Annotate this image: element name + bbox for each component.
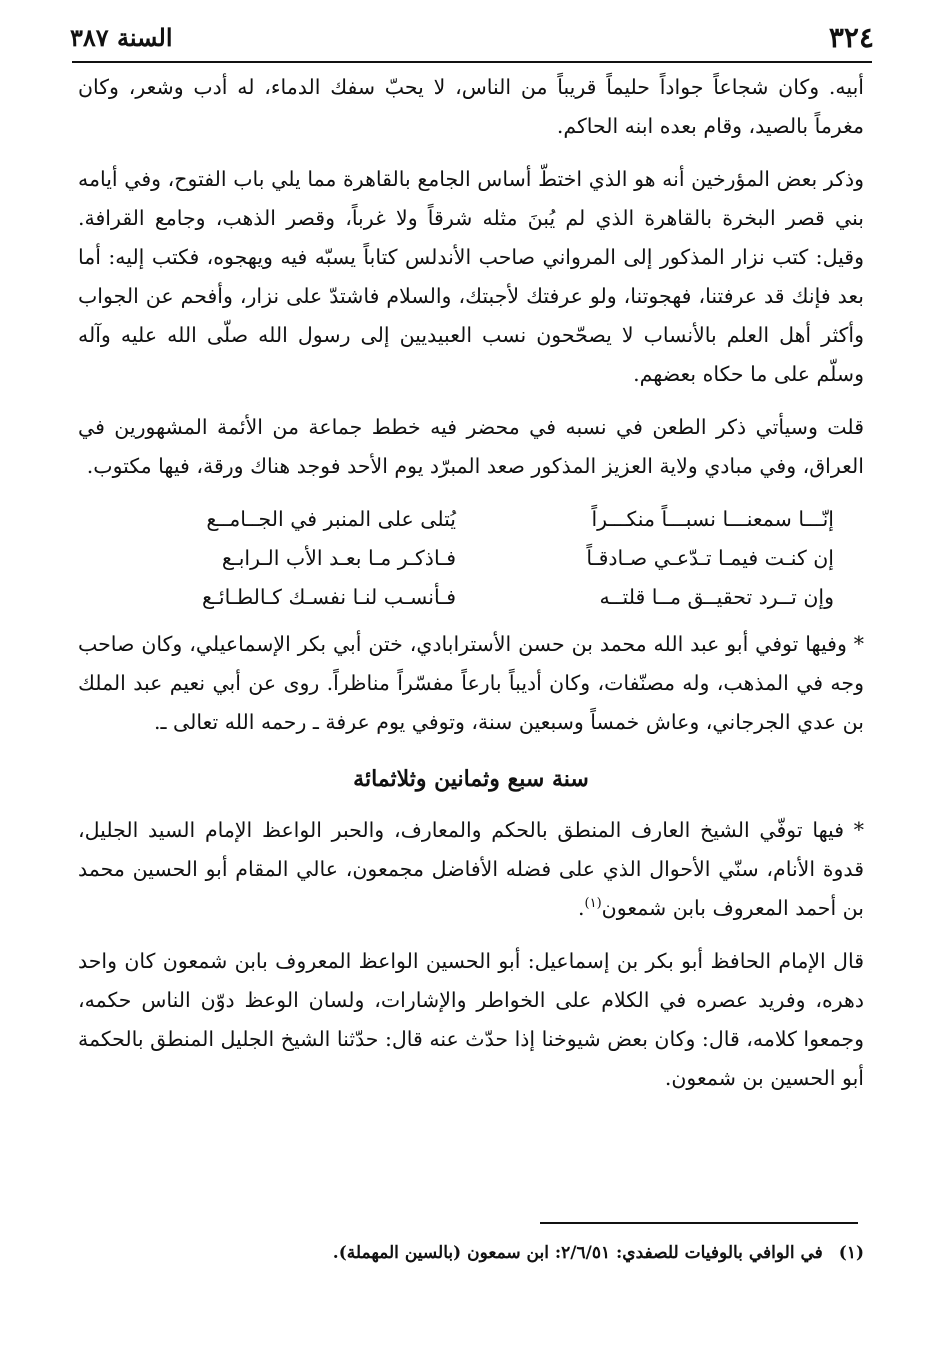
paragraph: قلت وسيأتي ذكر الطعن في نسبه في محضر فيه خطط جماعة من الأئمة المشهورين في العراق، وفي مبادي ولاية العزيز المذكور صعد المبرّد يوم الأحد فوجد هناك ورقة، فيها مكتوب. — [78, 415, 864, 478]
paragraph: قال الإمام الحافظ أبو بكر بن إسماعيل: أبو الحسين الواعظ المعروف بابن شمعون كان واحد دهره، وفريد عصره في الكلام على الخواطر والإشارات، ولسان الوعظ دوّن الناس حكمه، وجمعوا كلامه، قال: وكان بعض شيوخنا إذا حدّث عنه قال: حدّثنا الشيخ الجليل المنطق بالحكمة أبو الحسين بن شمعون. — [78, 949, 864, 1090]
main-text — [78, 68, 864, 1112]
paragraph-end: . — [578, 896, 585, 920]
footnote-rule — [540, 1222, 858, 1224]
poem-verse — [78, 539, 864, 578]
footnote — [80, 1238, 864, 1268]
verse-first-hemistich: إن كنـت فيمـا تـدّعـي صـادقـاً — [586, 546, 834, 570]
poem-verse — [78, 500, 864, 539]
running-head: السنة ٣٨٧ — [70, 23, 173, 52]
footnote-text: في الوافي بالوفيات للصفدي: ٢/٦/٥١: ابن سمعون (بالسين المهملة). — [332, 1243, 823, 1263]
paragraph: * وفيها توفي أبو عبد الله محمد بن حسن الأسترابادي، ختن أبي بكر الإسماعيلي، وكان صاحب وجه في المذهب، وله مصنّفات، وكان أديباً بارعاً مفسّراً مناظراً. روى عن أبي نعيم عبد الملك بن عدي الجرجاني، وعاش خمساً وسبعين سنة، وتوفي يوم عرفة ـ رحمه الله تعالى ـ. — [78, 632, 864, 734]
verse-first-hemistich: إنّـــا سمعنـــا نسبـــاً منكـــراً — [591, 507, 834, 531]
section-title: سنة سبع وثمانين وثلاثمائة — [353, 766, 589, 792]
page-number: ٣٢٤ — [828, 21, 874, 54]
footnote-reference[interactable]: (١) — [584, 896, 602, 912]
paragraph — [78, 811, 864, 928]
paragraph: وذكر بعض المؤرخين أنه هو الذي اختطّ أساس الجامع بالقاهرة مما يلي باب الفتوح، وفي أيامه بني قصر البخرة بالقاهرة الذي لم يُبنَ مثله شرقاً ولا غرباً، وقصر الذهب، وجامع القرافة. وقيل: كتب نزار المذكور إلى المرواني صاحب الأندلس كتاباً يسبّه فيه ويهجوه، فكتب إليه: أما بعد فإنك قد عرفتنا، فهجوتنا، ولو عرفتك لأجبتك، والسلام فاشتدّ على نزار، وأفحم عن الجواب وأكثر أهل العلم بالأنساب لا يصحّحون نسب العبيديين إلى رسول الله صلّى الله عليه وآله وسلّم على ما حكاه بعضهم. — [78, 167, 864, 386]
footnote-number: (١) — [838, 1243, 864, 1263]
verse-first-hemistich: وإن تــرد تحقيــق مــا قلتــه — [599, 585, 834, 609]
paragraph-text: * فيها توفّي الشيخ العارف المنطق بالحكم والمعارف، والحبر الواعظ الإمام السيد الجليل، قدوة الأنام، سنّي الأحوال الذي على فضله الأفاضل مجمعون، عالي المقام أبو الحسين محمد بن أحمد المعروف بابن شمعون — [78, 818, 864, 920]
paragraph: أبيه. وكان شجاعاً جواداً حليماً قريباً من الناس، لا يحبّ سفك الدماء، له أدب وشعر، وكان مغرماً بالصيد، وقام بعده ابنه الحاكم. — [78, 75, 864, 138]
poem — [78, 500, 864, 617]
page-header — [70, 18, 874, 58]
verse-second-hemistich: فـاذكـر مـا بعـد الأب الـرابـع — [221, 546, 456, 570]
verse-second-hemistich: فـأنسـب لنـا نفسـك كـالطـائـع — [201, 585, 456, 609]
header-rule — [72, 61, 872, 63]
verse-second-hemistich: يُتلى على المنبر في الجــامــع — [206, 507, 456, 531]
poem-verse — [78, 578, 864, 617]
